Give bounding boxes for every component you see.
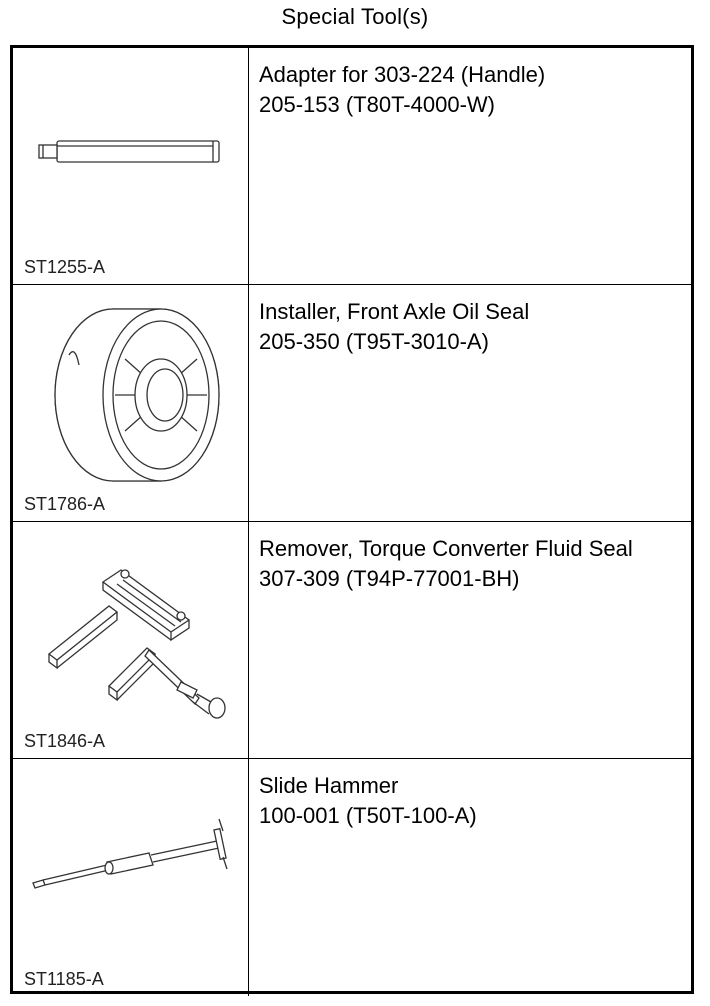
page-title: Special Tool(s) bbox=[281, 4, 429, 29]
seal-remover-icon bbox=[13, 522, 249, 758]
tool-description bbox=[259, 534, 633, 594]
tool-number: 100-001 (T50T-100-A) bbox=[259, 803, 477, 828]
illustration-code: ST1846-A bbox=[24, 731, 106, 751]
tool-illustration-cell bbox=[13, 759, 249, 996]
tool-illustration-cell bbox=[13, 522, 249, 758]
tool-number: 307-309 (T94P-77001-BH) bbox=[259, 566, 520, 591]
tool-description bbox=[259, 60, 545, 120]
tool-name: Adapter for 303-224 (Handle) bbox=[259, 62, 546, 87]
illustration-code: ST1255-A bbox=[24, 257, 106, 277]
tool-illustration-cell bbox=[13, 285, 249, 521]
adapter-handle-icon bbox=[13, 48, 249, 284]
tool-number: 205-350 (T95T-3010-A) bbox=[259, 329, 489, 354]
tool-row bbox=[13, 285, 691, 522]
tool-row bbox=[13, 48, 691, 285]
seal-installer-icon bbox=[13, 285, 249, 521]
special-tools-table bbox=[10, 45, 694, 994]
tool-name: Installer, Front Axle Oil Seal bbox=[259, 299, 530, 324]
illustration-code: ST1786-A bbox=[24, 494, 106, 514]
slide-hammer-icon bbox=[13, 759, 249, 995]
tool-description bbox=[259, 297, 529, 357]
tool-number: 205-153 (T80T-4000-W) bbox=[259, 92, 495, 117]
tool-name: Slide Hammer bbox=[259, 773, 399, 798]
illustration-code: ST1185-A bbox=[24, 969, 104, 989]
tool-row bbox=[13, 522, 691, 759]
tool-description bbox=[259, 771, 477, 831]
tool-illustration-cell bbox=[13, 48, 249, 284]
tool-name: Remover, Torque Converter Fluid Seal bbox=[259, 536, 633, 561]
tool-row bbox=[13, 759, 691, 996]
